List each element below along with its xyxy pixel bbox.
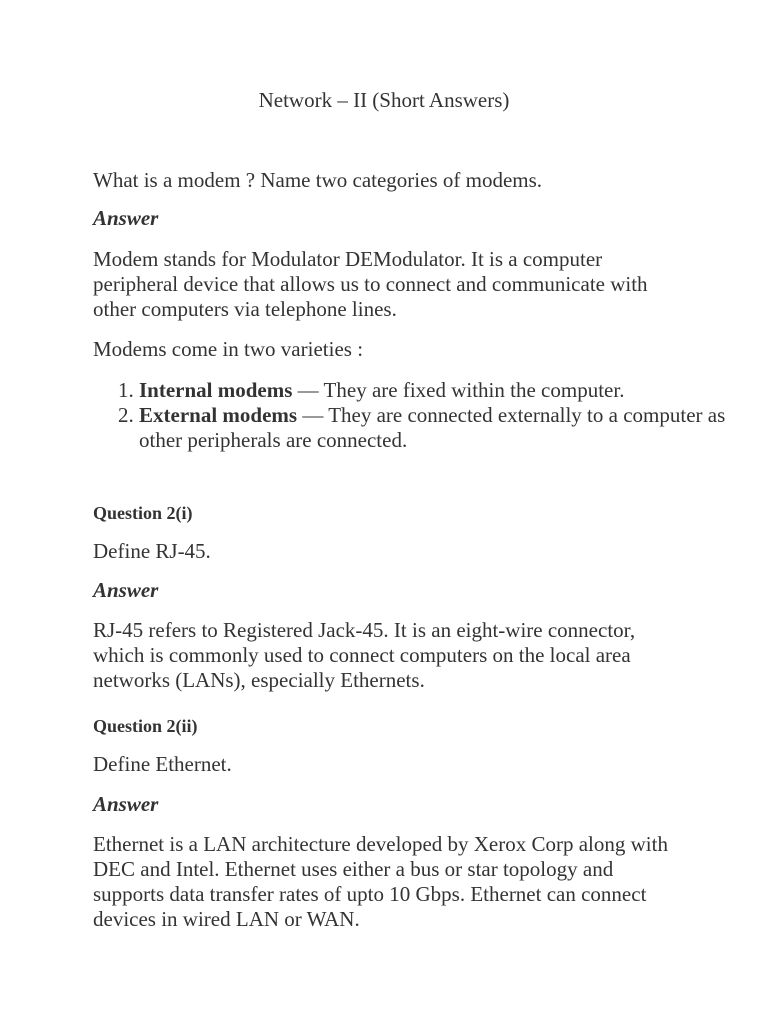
answer-2i-paragraph: RJ-45 refers to Registered Jack-45. It is an eight-wire connector, which is commonly used to connect computers on the local area networks (LANs), especially Ethernets.: [93, 618, 636, 692]
question-1-text: What is a modem ? Name two categories of modems.: [93, 168, 543, 192]
document-title: Network – II (Short Answers): [258, 88, 510, 112]
list-item-description: — They are fixed within the computer.: [292, 378, 625, 402]
list-item-term: Internal modems: [139, 378, 293, 402]
answer-1-label: Answer: [93, 206, 159, 230]
question-2i-text: Define RJ-45.: [93, 539, 211, 563]
modem-varieties-list: [93, 378, 729, 453]
question-2i-heading: Question 2(i): [93, 503, 193, 523]
answer-1-paragraph-2: Modems come in two varieties :: [93, 337, 364, 361]
answer-2i-label: Answer: [93, 578, 159, 602]
answer-2ii-label: Answer: [93, 792, 159, 816]
answer-2ii-paragraph: Ethernet is a LAN architecture developed by Xerox Corp along with DEC and Intel. Ethernet uses either a bus or star topology and supports data transfer rates of upto 10 Gbps. Ethernet can connect devices in wired LAN or WAN.: [93, 832, 668, 931]
list-item-description: — They are connected externally to a computer as other peripherals are connected.: [139, 403, 726, 452]
answer-1-paragraph-1: Modem stands for Modulator DEModulator. It is a computer peripheral device that allows us to connect and communicate with other computers via telephone lines.: [93, 247, 648, 321]
list-item: [139, 403, 729, 453]
question-2ii-text: Define Ethernet.: [93, 752, 232, 776]
list-item: [139, 378, 729, 403]
list-item-term: External modems: [139, 403, 298, 427]
question-2ii-heading: Question 2(ii): [93, 716, 198, 736]
